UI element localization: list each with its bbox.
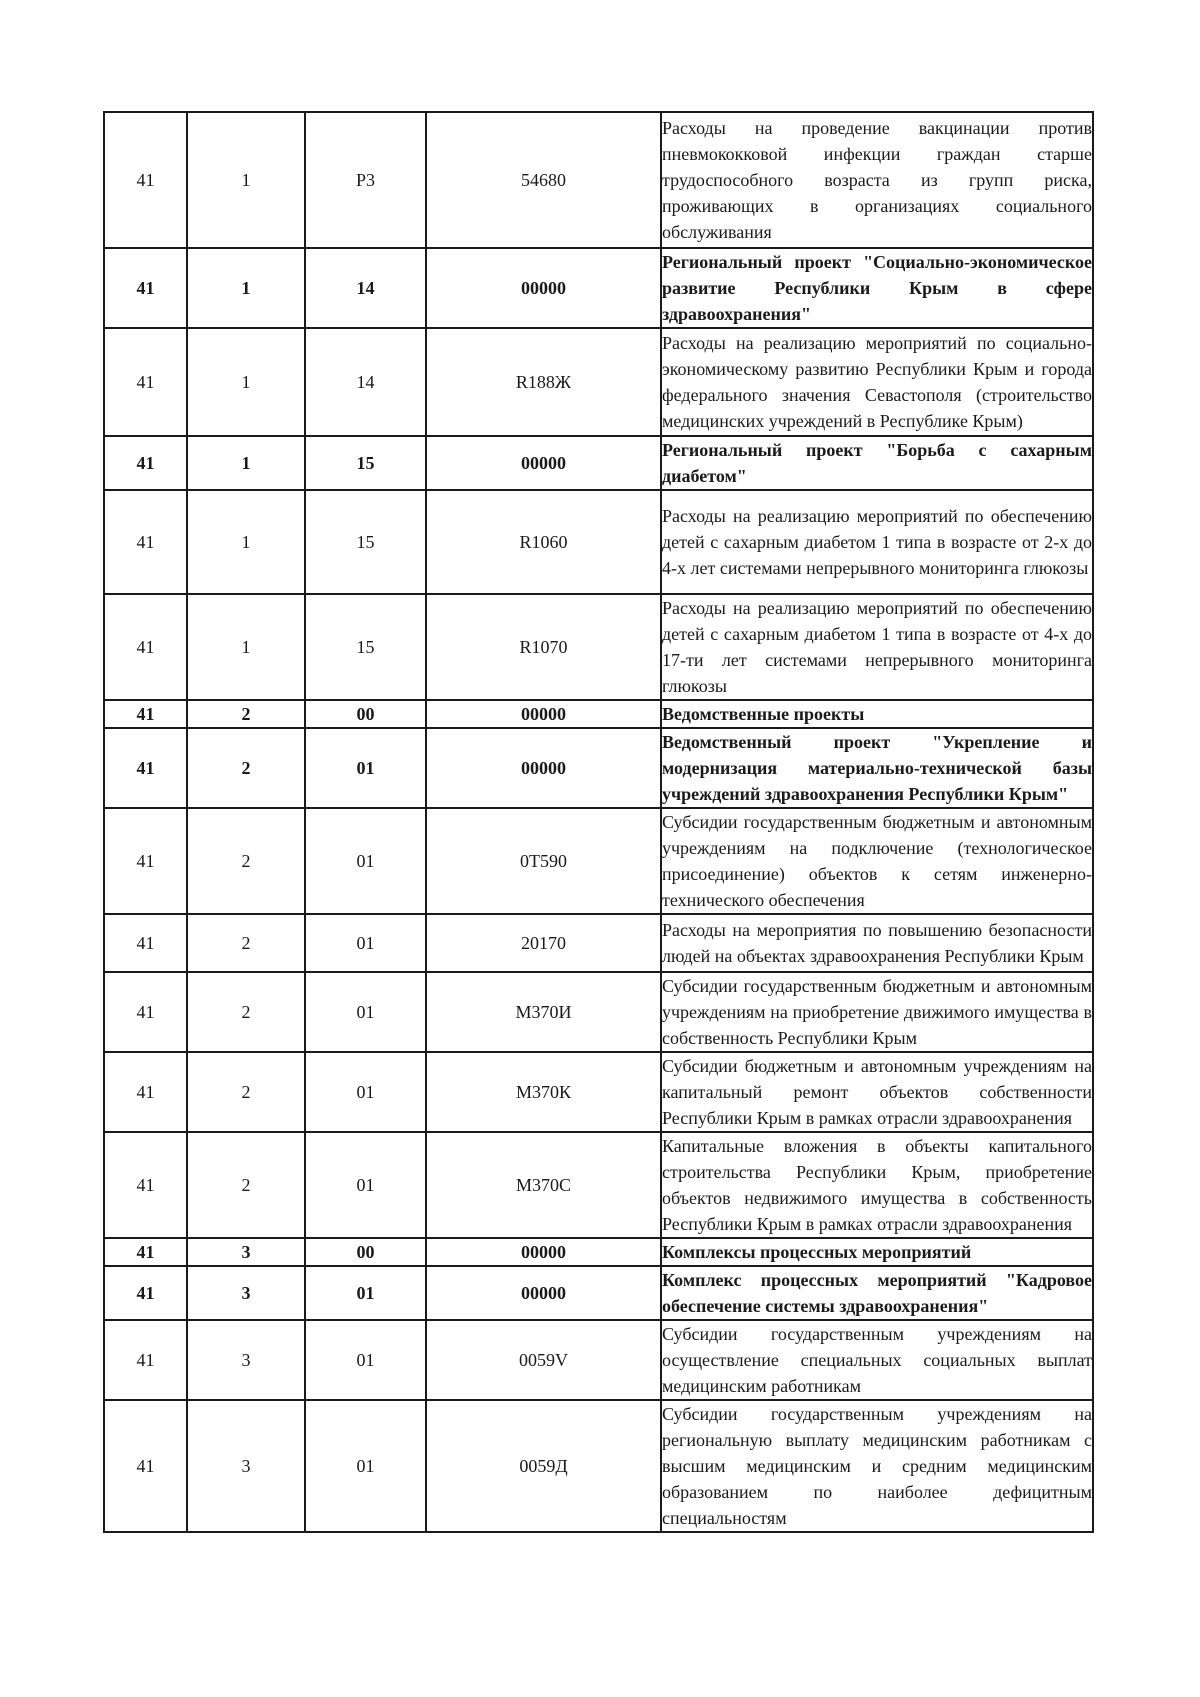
- code-col4: R188Ж: [426, 328, 661, 436]
- table-row: [104, 808, 1093, 914]
- code-col1: 41: [104, 1052, 187, 1132]
- code-col2: 1: [187, 112, 305, 248]
- code-col2: 2: [187, 808, 305, 914]
- code-col3: Р3: [305, 112, 426, 248]
- code-col3: 01: [305, 808, 426, 914]
- code-col3: 15: [305, 436, 426, 490]
- description-cell: Расходы на реализацию мероприятий по обеспечению детей с сахарным диабетом 1 типа в возрасте от 4-х до 17-ти лет системами непрерывного мониторинга глюкозы: [661, 594, 1093, 700]
- description-cell: Субсидии государственным учреждениям на региональную выплату медицинским работникам с высшим медицинским и средним медицинским образованием по наиболее дефицитным специальностям: [661, 1400, 1093, 1532]
- table-row: [104, 328, 1093, 436]
- code-col2: 2: [187, 1132, 305, 1238]
- code-col2: 3: [187, 1266, 305, 1320]
- description-cell: Субсидии государственным бюджетным и автономным учреждениям на подключение (технологическое присоединение) объектов к сетям инженерно-технического обеспечения: [661, 808, 1093, 914]
- description-cell: Субсидии бюджетным и автономным учреждениям на капитальный ремонт объектов собственности Республики Крым в рамках отрасли здравоохранения: [661, 1052, 1093, 1132]
- code-col4: R1070: [426, 594, 661, 700]
- description-cell: Комплекс процессных мероприятий "Кадровое обеспечение системы здравоохранения": [661, 1266, 1093, 1320]
- code-col4: 20170: [426, 914, 661, 972]
- table-row: [104, 490, 1093, 594]
- code-col1: 41: [104, 1400, 187, 1532]
- code-col4: М370С: [426, 1132, 661, 1238]
- code-col3: 15: [305, 490, 426, 594]
- code-col3: 01: [305, 972, 426, 1052]
- table-row: [104, 594, 1093, 700]
- code-col2: 2: [187, 728, 305, 808]
- code-col1: 41: [104, 700, 187, 728]
- code-col1: 41: [104, 1266, 187, 1320]
- code-col1: 41: [104, 328, 187, 436]
- code-col4: 00000: [426, 700, 661, 728]
- code-col1: 41: [104, 972, 187, 1052]
- table-row: [104, 914, 1093, 972]
- code-col1: 41: [104, 1238, 187, 1266]
- code-col2: 1: [187, 436, 305, 490]
- table-row: [104, 728, 1093, 808]
- table-row: [104, 1400, 1093, 1532]
- code-col1: 41: [104, 1132, 187, 1238]
- description-cell: Капитальные вложения в объекты капитального строительства Республики Крым, приобретение объектов недвижимого имущества в собственность Республики Крым в рамках отрасли здравоохранения: [661, 1132, 1093, 1238]
- code-col2: 1: [187, 248, 305, 328]
- code-col3: 01: [305, 1320, 426, 1400]
- code-col3: 01: [305, 1052, 426, 1132]
- code-col4: М370И: [426, 972, 661, 1052]
- code-col3: 14: [305, 248, 426, 328]
- code-col2: 2: [187, 700, 305, 728]
- code-col4: 00000: [426, 728, 661, 808]
- code-col1: 41: [104, 728, 187, 808]
- description-cell: Расходы на проведение вакцинации против пневмококковой инфекции граждан старше трудоспособного возраста из групп риска, проживающих в организациях социального обслуживания: [661, 112, 1093, 248]
- code-col2: 2: [187, 972, 305, 1052]
- description-cell: Региональный проект "Борьба с сахарным диабетом": [661, 436, 1093, 490]
- code-col2: 2: [187, 1052, 305, 1132]
- code-col3: 15: [305, 594, 426, 700]
- code-col4: М370К: [426, 1052, 661, 1132]
- code-col2: 1: [187, 328, 305, 436]
- budget-classification-table: [103, 111, 1094, 1533]
- code-col2: 1: [187, 594, 305, 700]
- table-row: [104, 112, 1093, 248]
- code-col4: 0Т590: [426, 808, 661, 914]
- table-row: [104, 248, 1093, 328]
- code-col4: 0059V: [426, 1320, 661, 1400]
- table-row: [104, 1132, 1093, 1238]
- code-col2: 3: [187, 1400, 305, 1532]
- table-row: [104, 972, 1093, 1052]
- code-col1: 41: [104, 490, 187, 594]
- code-col2: 2: [187, 914, 305, 972]
- code-col2: 3: [187, 1320, 305, 1400]
- table-row: [104, 1238, 1093, 1266]
- table-row: [104, 436, 1093, 490]
- code-col3: 14: [305, 328, 426, 436]
- description-cell: Региональный проект "Социально-экономическое развитие Республики Крым в сфере здравоохранения": [661, 248, 1093, 328]
- code-col1: 41: [104, 1320, 187, 1400]
- code-col3: 01: [305, 728, 426, 808]
- code-col3: 01: [305, 1400, 426, 1532]
- code-col2: 1: [187, 490, 305, 594]
- code-col4: 00000: [426, 248, 661, 328]
- code-col3: 01: [305, 1132, 426, 1238]
- code-col1: 41: [104, 914, 187, 972]
- code-col1: 41: [104, 112, 187, 248]
- description-cell: Расходы на мероприятия по повышению безопасности людей на объектах здравоохранения Республики Крым: [661, 914, 1093, 972]
- table-row: [104, 1266, 1093, 1320]
- code-col4: 54680: [426, 112, 661, 248]
- code-col4: 00000: [426, 436, 661, 490]
- description-cell: Субсидии государственным учреждениям на осуществление специальных социальных выплат медицинским работникам: [661, 1320, 1093, 1400]
- description-cell: Ведомственные проекты: [661, 700, 1093, 728]
- description-cell: Субсидии государственным бюджетным и автономным учреждениям на приобретение движимого имущества в собственность Республики Крым: [661, 972, 1093, 1052]
- code-col4: 0059Д: [426, 1400, 661, 1532]
- table-row: [104, 1052, 1093, 1132]
- table-row: [104, 700, 1093, 728]
- code-col3: 01: [305, 1266, 426, 1320]
- code-col1: 41: [104, 248, 187, 328]
- code-col1: 41: [104, 808, 187, 914]
- code-col3: 01: [305, 914, 426, 972]
- description-cell: Комплексы процессных мероприятий: [661, 1238, 1093, 1266]
- description-cell: Расходы на реализацию мероприятий по социально-экономическому развитию Республики Крым и города федерального значения Севастополя (строительство медицинских учреждений в Республике Крым): [661, 328, 1093, 436]
- table-row: [104, 1320, 1093, 1400]
- code-col4: R1060: [426, 490, 661, 594]
- code-col2: 3: [187, 1238, 305, 1266]
- code-col1: 41: [104, 594, 187, 700]
- code-col4: 00000: [426, 1238, 661, 1266]
- description-cell: Расходы на реализацию мероприятий по обеспечению детей с сахарным диабетом 1 типа в возрасте от 2-х до 4-х лет системами непрерывного мониторинга глюкозы: [661, 490, 1093, 594]
- code-col3: 00: [305, 700, 426, 728]
- code-col1: 41: [104, 436, 187, 490]
- description-cell: Ведомственный проект "Укрепление и модернизация материально-технической базы учреждений здравоохранения Республики Крым": [661, 728, 1093, 808]
- code-col3: 00: [305, 1238, 426, 1266]
- code-col4: 00000: [426, 1266, 661, 1320]
